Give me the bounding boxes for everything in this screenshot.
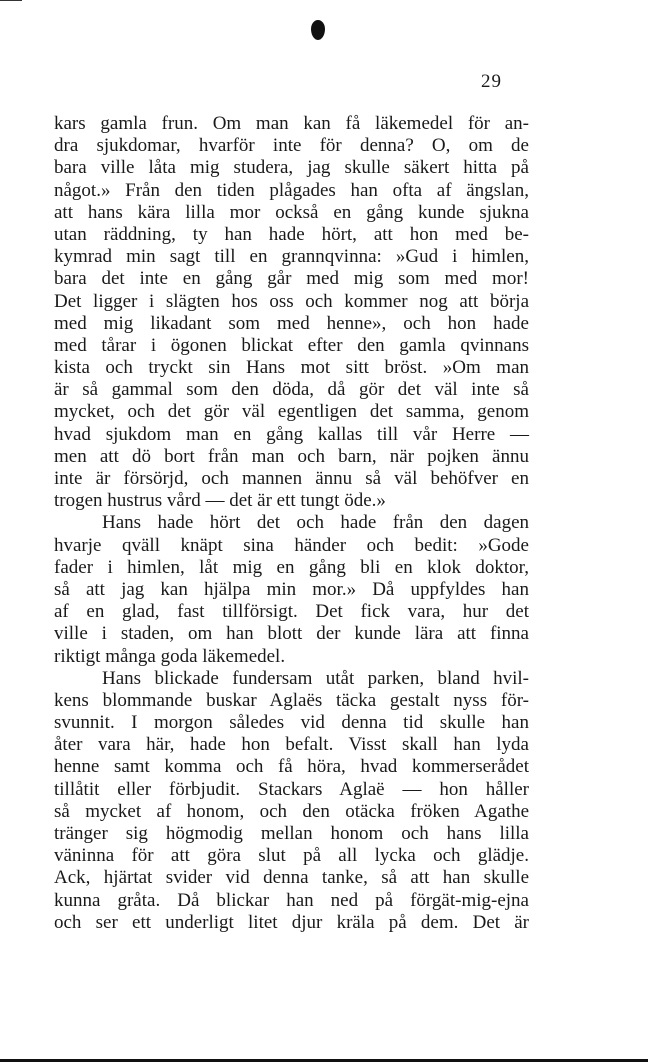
text-line: väninna för att göra slut på all lycka och glädje.	[54, 845, 529, 867]
text-line: Ack, hjärtat svider vid denna tanke, så att han skulle	[54, 867, 529, 889]
text-line: kens blommande buskar Aglaës täcka gestalt nyss för-	[54, 689, 529, 711]
top-edge-rule	[0, 0, 22, 1]
text-line: ville i staden, om han blott der kunde lära att finna	[54, 623, 529, 645]
text-line: hvad sjukdom man en gång kallas till vår Herre —	[54, 423, 529, 445]
text-line: så att jag kan hjälpa min mor.» Då uppfyldes han	[54, 578, 529, 600]
text-line: dra sjukdomar, hvarför inte för denna? O, om de	[54, 135, 529, 157]
text-line: något.» Från den tiden plågades han ofta af ängslan,	[54, 179, 529, 201]
text-line: men att dö bort från man och barn, när pojken ännu	[54, 445, 529, 467]
text-line: inte är försörjd, och mannen ännu så väl behöfver en	[54, 468, 529, 489]
text-line: med mig likadant som med henne», och hon hade	[54, 312, 529, 334]
text-line: trogen hustrus vård — det är ett tungt öde.»	[54, 490, 386, 512]
text-line: af en glad, fast tillförsigt. Det fick vara, hur det	[54, 601, 529, 623]
text-line: så mycket af honom, och den otäcka fröken Agathe	[54, 800, 529, 822]
text-line: och ser ett underligt litet djur kräla på dem. Det är	[54, 911, 529, 933]
body-text	[54, 113, 529, 934]
ink-blot-mark	[311, 20, 325, 40]
text-line: med tårar i ögonen blickat efter den gamla qvinnans	[54, 334, 529, 356]
text-line: utan räddning, ty han hade hört, att hon med be-	[54, 223, 529, 245]
text-line: åter vara här, hade hon befalt. Visst skall han lyda	[54, 734, 529, 756]
text-line: Det ligger i slägten hos oss och kommer nog att börja	[54, 290, 529, 312]
text-line: tillåtit eller förbjudit. Stackars Aglaë — hon håller	[54, 778, 529, 800]
text-line: kunna gråta. Då blickar han ned på förgät-mig-ejna	[54, 889, 529, 911]
text-line: fader i himlen, låt mig en gång bli en klok doktor,	[54, 556, 529, 578]
text-line: att hans kära lilla mor också en gång kunde sjukna	[54, 201, 529, 223]
text-line: kars gamla frun. Om man kan få läkemedel för an-	[54, 113, 529, 134]
text-line: kymrad min sagt till en grannqvinna: »Gud i himlen,	[54, 246, 529, 268]
text-line: bara ville låta mig studera, jag skulle säkert hitta på	[54, 157, 529, 179]
text-line: Hans blickade fundersam utåt parken, bland hvil-	[102, 667, 529, 689]
text-line: är så gammal som den döda, då gör det väl inte så	[54, 379, 529, 401]
text-line: riktigt många goda läkemedel.	[54, 645, 286, 667]
text-line: henne samt komma och få höra, hvad kommerserådet	[54, 756, 529, 778]
text-line: hvarje qväll knäpt sina händer och bedit: »Gode	[54, 534, 529, 556]
text-line: Hans hade hört det och hade från den dagen	[102, 512, 529, 534]
text-line: kista och tryckt sin Hans mot sitt bröst. »Om man	[54, 357, 529, 379]
text-line: tränger sig högmodig mellan honom och hans lilla	[54, 823, 529, 844]
text-line: mycket, och det gör väl egentligen det samma, genom	[54, 401, 529, 423]
text-line: bara det inte en gång går med mig som med mor!	[54, 268, 529, 290]
text-line: svunnit. I morgon således vid denna tid skulle han	[54, 712, 529, 734]
page-number: 29	[481, 71, 502, 92]
